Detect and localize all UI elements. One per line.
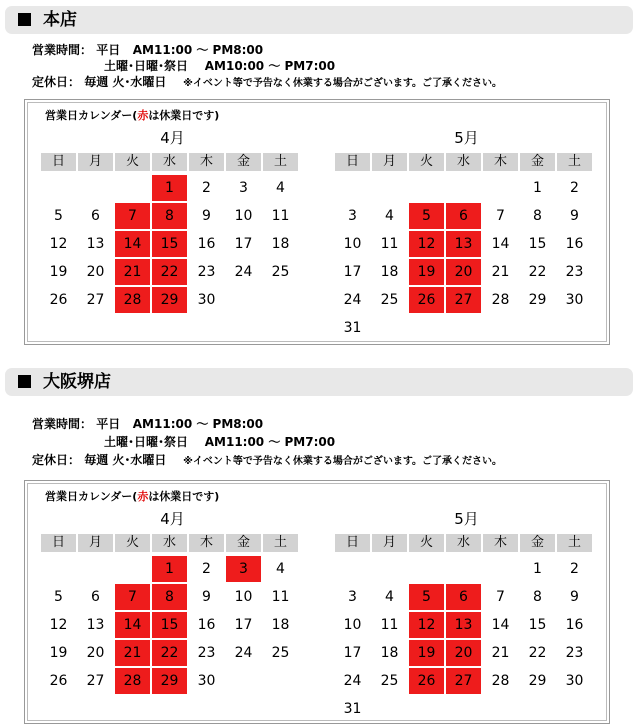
calendar-day-closed: 29 — [152, 668, 187, 694]
business-calendar — [24, 480, 610, 724]
calendar-day: 8 — [533, 208, 542, 224]
calendar-day-closed: 15 — [152, 612, 187, 638]
calendar-day-closed: 20 — [446, 259, 481, 285]
calendar-day: 23 — [197, 264, 216, 280]
calendar-day: 25 — [380, 673, 399, 689]
calendar-day: 3 — [348, 589, 357, 605]
calendar-day: 4 — [385, 589, 394, 605]
calendar-day-closed: 6 — [446, 203, 481, 229]
calendar-day-closed: 15 — [152, 231, 187, 257]
weekday-header: 火 — [115, 534, 150, 552]
calendar-day: 6 — [91, 589, 100, 605]
business-hours-weekend: 土曜･日曜･祭日 AM11:00 ～ PM7:00 — [104, 435, 336, 449]
calendar-day: 20 — [86, 645, 105, 661]
calendar-day: 2 — [202, 180, 211, 196]
weekday-header: 土 — [557, 534, 592, 552]
calendar-day-closed: 1 — [152, 175, 187, 201]
calendar-day: 23 — [565, 645, 584, 661]
calendar-day: 10 — [234, 589, 253, 605]
calendar-day-closed: 28 — [115, 668, 150, 694]
calendar-day-closed: 19 — [409, 640, 444, 666]
month-name: 4月 — [160, 129, 185, 147]
calendar-day: 28 — [491, 292, 510, 308]
weekday-header: 日 — [41, 534, 76, 552]
calendar-day: 18 — [271, 617, 290, 633]
calendar-day: 27 — [86, 292, 105, 308]
calendar-title: 営業日カレンダー(赤は休業日です) — [45, 490, 220, 503]
calendar-day: 2 — [570, 561, 579, 577]
business-hours-weekday: 営業時間： 平日 AM11:00 ～ PM8:00 — [32, 417, 264, 431]
calendar-day: 9 — [570, 208, 579, 224]
calendar-day: 23 — [565, 264, 584, 280]
calendar-day: 14 — [491, 236, 510, 252]
calendar-day: 10 — [343, 617, 362, 633]
calendar-day: 30 — [565, 292, 584, 308]
weekday-header: 金 — [226, 534, 261, 552]
business-hours-weekday: 営業時間： 平日 AM11:00 ～ PM8:00 — [32, 43, 264, 57]
calendar-day: 28 — [491, 673, 510, 689]
calendar-day-closed: 20 — [446, 640, 481, 666]
calendar-day-closed: 19 — [409, 259, 444, 285]
calendar-day: 9 — [202, 208, 211, 224]
weekday-header: 木 — [189, 153, 224, 171]
weekday-header: 日 — [335, 534, 370, 552]
calendar-day-closed: 28 — [115, 287, 150, 313]
calendar-day: 17 — [234, 617, 253, 633]
calendar-day: 11 — [271, 589, 290, 605]
calendar-day-closed: 8 — [152, 584, 187, 610]
calendar-day: 13 — [86, 236, 105, 252]
weekday-header: 日 — [41, 153, 76, 171]
calendar-day: 1 — [533, 180, 542, 196]
calendar-day: 16 — [197, 617, 216, 633]
calendar-day: 31 — [343, 701, 362, 717]
calendar-day-closed: 14 — [115, 231, 150, 257]
weekday-header: 水 — [446, 153, 481, 171]
calendar-title: 営業日カレンダー(赤は休業日です) — [45, 109, 220, 122]
weekday-header: 火 — [409, 534, 444, 552]
calendar-day-closed: 5 — [409, 584, 444, 610]
calendar-day: 4 — [385, 208, 394, 224]
weekday-header: 水 — [446, 534, 481, 552]
weekday-header: 土 — [263, 534, 298, 552]
calendar-day: 30 — [565, 673, 584, 689]
calendar-day: 18 — [380, 645, 399, 661]
calendar-day: 20 — [86, 264, 105, 280]
weekday-header: 火 — [115, 153, 150, 171]
weekday-header: 木 — [189, 534, 224, 552]
calendar-day: 17 — [343, 645, 362, 661]
calendar-day: 5 — [54, 589, 63, 605]
calendar-day: 8 — [533, 589, 542, 605]
calendar-day: 17 — [343, 264, 362, 280]
calendar-day: 24 — [343, 673, 362, 689]
calendar-day-closed: 21 — [115, 259, 150, 285]
calendar-day: 26 — [49, 292, 68, 308]
calendar-day: 6 — [91, 208, 100, 224]
square-bullet-icon — [18, 13, 31, 26]
calendar-day: 23 — [197, 645, 216, 661]
calendar-day: 15 — [528, 236, 547, 252]
month-may — [335, 127, 598, 337]
weekday-header: 月 — [372, 153, 407, 171]
weekday-header: 木 — [483, 153, 518, 171]
calendar-day-closed: 3 — [226, 556, 261, 582]
calendar-day: 22 — [528, 264, 547, 280]
calendar-day: 4 — [276, 561, 285, 577]
calendar-day: 3 — [239, 180, 248, 196]
calendar-day: 2 — [570, 180, 579, 196]
calendar-day-closed: 29 — [152, 287, 187, 313]
calendar-day-closed: 6 — [446, 584, 481, 610]
business-hours-weekend: 土曜･日曜･祭日 AM10:00 ～ PM7:00 — [104, 59, 336, 73]
calendar-day: 21 — [491, 645, 510, 661]
calendar-day: 7 — [496, 589, 505, 605]
calendar-day: 15 — [528, 617, 547, 633]
closed-days-info: 定休日： 毎週 火･水曜日 ※イベント等で予告なく休業する場合がございます。ご了承ください。 — [32, 453, 503, 467]
business-calendar — [24, 99, 610, 345]
store-section-osaka-sakai — [0, 368, 638, 727]
calendar-day-closed: 27 — [446, 287, 481, 313]
calendar-day: 11 — [271, 208, 290, 224]
weekday-header: 月 — [372, 534, 407, 552]
calendar-day: 10 — [343, 236, 362, 252]
calendar-day-closed: 8 — [152, 203, 187, 229]
calendar-day: 12 — [49, 617, 68, 633]
calendar-day-closed: 21 — [115, 640, 150, 666]
calendar-day: 9 — [570, 589, 579, 605]
weekday-header: 土 — [263, 153, 298, 171]
calendar-day-closed: 12 — [409, 612, 444, 638]
month-april — [41, 127, 304, 337]
calendar-day: 19 — [49, 645, 68, 661]
section-header — [5, 6, 633, 34]
calendar-day: 13 — [86, 617, 105, 633]
calendar-day-closed: 22 — [152, 640, 187, 666]
calendar-day-closed: 7 — [115, 203, 150, 229]
calendar-day: 2 — [202, 561, 211, 577]
month-april — [41, 508, 304, 720]
section-title: 本店 — [43, 10, 77, 30]
weekday-header: 月 — [78, 534, 113, 552]
section-header — [5, 368, 633, 396]
calendar-day: 12 — [49, 236, 68, 252]
calendar-day: 18 — [271, 236, 290, 252]
weekday-header: 木 — [483, 534, 518, 552]
calendar-day: 30 — [197, 673, 216, 689]
calendar-day: 24 — [234, 264, 253, 280]
weekday-header: 金 — [520, 534, 555, 552]
calendar-day: 14 — [491, 617, 510, 633]
month-name: 4月 — [160, 510, 185, 528]
calendar-day: 18 — [380, 264, 399, 280]
calendar-day: 29 — [528, 673, 547, 689]
square-bullet-icon — [18, 375, 31, 388]
calendar-day-closed: 26 — [409, 287, 444, 313]
weekday-header: 金 — [520, 153, 555, 171]
section-title: 大阪堺店 — [43, 372, 111, 392]
calendar-day: 30 — [197, 292, 216, 308]
calendar-day: 31 — [343, 320, 362, 336]
month-name: 5月 — [454, 129, 479, 147]
calendar-day: 21 — [491, 264, 510, 280]
calendar-day: 24 — [234, 645, 253, 661]
weekday-header: 火 — [409, 153, 444, 171]
calendar-day: 7 — [496, 208, 505, 224]
calendar-day: 27 — [86, 673, 105, 689]
month-may — [335, 508, 598, 720]
weekday-header: 水 — [152, 534, 187, 552]
calendar-day-closed: 5 — [409, 203, 444, 229]
calendar-day: 29 — [528, 292, 547, 308]
weekday-header: 水 — [152, 153, 187, 171]
calendar-day: 16 — [565, 617, 584, 633]
calendar-day-closed: 14 — [115, 612, 150, 638]
calendar-day-closed: 27 — [446, 668, 481, 694]
calendar-day: 25 — [271, 645, 290, 661]
calendar-day: 24 — [343, 292, 362, 308]
weekday-header: 金 — [226, 153, 261, 171]
calendar-day: 4 — [276, 180, 285, 196]
weekday-header: 土 — [557, 153, 592, 171]
calendar-day: 10 — [234, 208, 253, 224]
calendar-day-closed: 1 — [152, 556, 187, 582]
calendar-day: 16 — [197, 236, 216, 252]
calendar-day: 3 — [348, 208, 357, 224]
calendar-day: 26 — [49, 673, 68, 689]
calendar-day: 9 — [202, 589, 211, 605]
calendar-day: 25 — [271, 264, 290, 280]
calendar-day-closed: 12 — [409, 231, 444, 257]
calendar-day: 16 — [565, 236, 584, 252]
calendar-day: 25 — [380, 292, 399, 308]
calendar-day: 11 — [380, 236, 399, 252]
month-name: 5月 — [454, 510, 479, 528]
calendar-day: 1 — [533, 561, 542, 577]
calendar-day-closed: 13 — [446, 231, 481, 257]
calendar-day: 11 — [380, 617, 399, 633]
store-section-honten — [0, 6, 638, 351]
calendar-day-closed: 26 — [409, 668, 444, 694]
calendar-day: 22 — [528, 645, 547, 661]
calendar-day-closed: 22 — [152, 259, 187, 285]
calendar-day: 19 — [49, 264, 68, 280]
calendar-day: 5 — [54, 208, 63, 224]
weekday-header: 日 — [335, 153, 370, 171]
closed-days-info: 定休日： 毎週 火･水曜日 ※イベント等で予告なく休業する場合がございます。ご了承ください。 — [32, 75, 503, 89]
calendar-day-closed: 13 — [446, 612, 481, 638]
calendar-day-closed: 7 — [115, 584, 150, 610]
calendar-day: 17 — [234, 236, 253, 252]
weekday-header: 月 — [78, 153, 113, 171]
